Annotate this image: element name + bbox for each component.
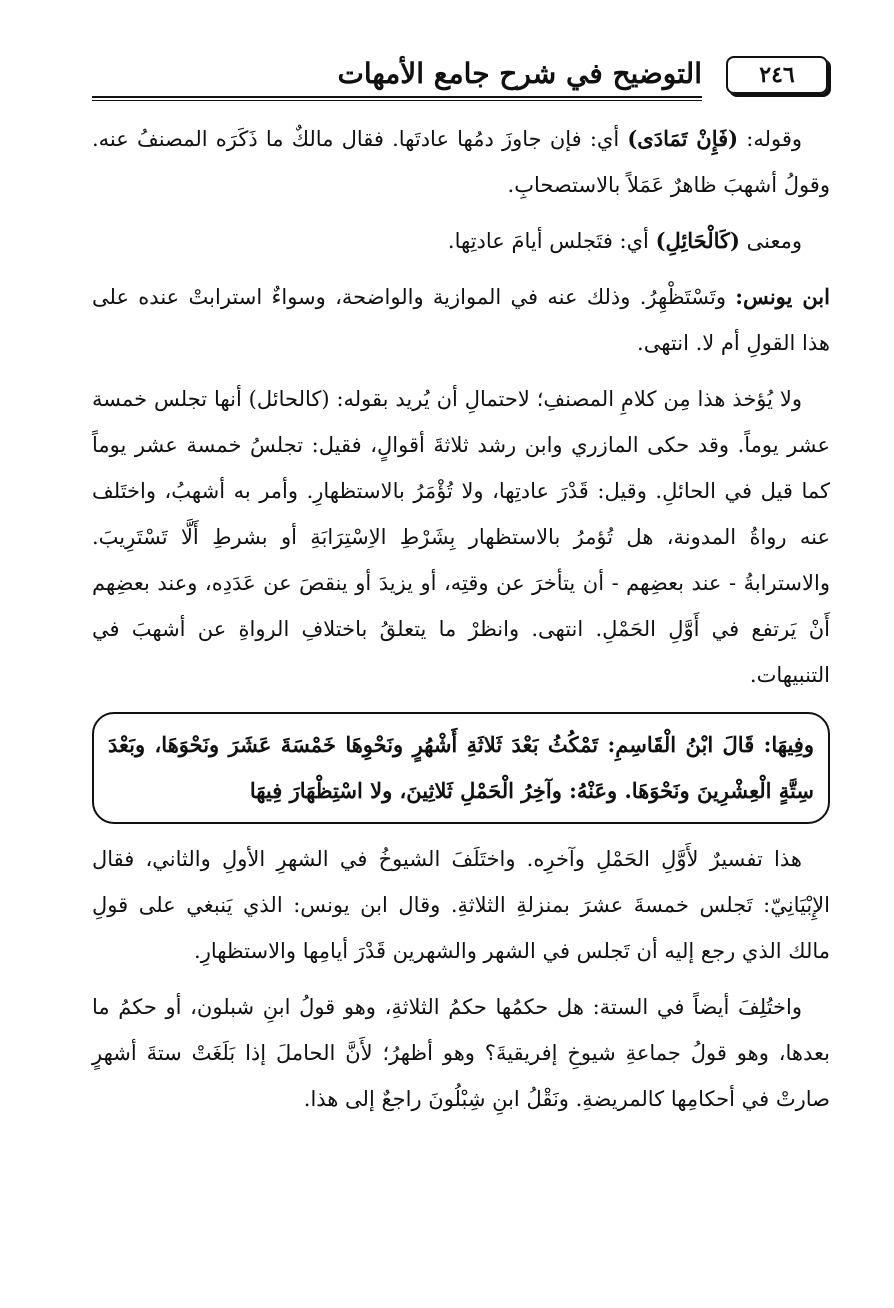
- book-title: التوضيح في شرح جامع الأمهات: [337, 57, 702, 90]
- page-number: ٢٤٦: [726, 56, 828, 94]
- speaker-label: ابن يونس:: [735, 284, 830, 309]
- paragraph-2-lead: ومعنى: [739, 229, 802, 253]
- paragraph-1: [92, 116, 830, 208]
- paragraph-5: هذا تفسيرٌ لأَوَّلِ الحَمْلِ وآخرِه. واختَلَفَ الشيوخُ في الشهرِ الأولِ والثاني، فقال الإِبْيَانِيّ: تَجلس خمسةَ عشرَ بمنزلةِ الثلاثةِ. وقال ابن يونس: الذي يَنبغي على قولِ مالك الذي رجع إليه أن تَجلس في الشهر والشهرين قَدْرَ أيامِها والاستظهارِ.: [92, 847, 830, 963]
- paragraph-2: [92, 218, 830, 264]
- paragraph-1-text: أي: فإن جاوزَ دمُها عادتَها. فقال مالكٌ ما ذَكَرَه المصنفُ عنه. وقولُ أشهبَ ظاهرٌ عَمَلاً بالاستصحابِ.: [92, 127, 830, 197]
- header-rule: [92, 96, 702, 98]
- page-header: [92, 52, 828, 104]
- quoted-phrase-1: (فَإِنْ تَمَادَى): [627, 126, 739, 151]
- matn-text: قَالَ ابْنُ الْقَاسِمِ: تَمْكُثُ بَعْدَ ثَلاثَةِ أَشْهُرٍ ونَحْوِهَا خَمْسَةَ عَشَرَ ونَحْوَهَا، وبَعْدَ سِتَّةٍ الْعِشْرِينَ ونَحْوَهَا. وعَنْهُ: وآخِرُ الْحَمْلِ ثَلاثِينَ، ولا اسْتِظْهَارَ فِيهَا: [108, 732, 814, 803]
- paragraph-2-text: أي: فتَجلس أيامَ عادتِها.: [447, 229, 656, 253]
- paragraph-3: [92, 274, 830, 366]
- paragraph-1-lead: وقوله:: [738, 127, 803, 151]
- paragraph-4: ولا يُؤخذ هذا مِن كلامِ المصنفِ؛ لاحتمالِ أن يُريد بقوله: (كالحائل) أنها تجلس خمسة عشر يوماً. وقد حكى المازري وابن رشد ثلاثةَ أقوالٍ، فقيل: تجلسُ خمسة عشر يوماً كما قيل في الحائلِ. وقيل: قَدْرَ عادتِها، ولا تُؤْمَرُ بالاستظهارِ. وأمر به أشهبُ، واختَلف عنه رواةُ المدونة، هل تُؤمرُ بالاستظهار بِشَرْطِ الاِسْتِرَابَةِ أو بشرطِ أَلَّا تَسْتَرِيبَ. والاسترابةُ - عند بعضِهم - أن يتأخرَ عن وقتِه، أو يزيدَ أو ينقصَ عن عَدَدِه، وعند بعضِهم أَنْ يَرتفع في أَوَّلِ الحَمْلِ. انتهى. وانظرْ ما يتعلقُ باختلافِ الرواةِ عن أشهبَ في التنبيهات.: [92, 387, 830, 687]
- matn-box: [92, 712, 830, 824]
- page-body: [92, 116, 830, 1132]
- paragraph-6: واختُلِفَ أيضاً في الستة: هل حكمُها حكمُ الثلاثةِ، وهو قولُ ابنِ شبلون، أو حكمُ ما بعدها، وهو قولُ جماعةِ شيوخِ إفريقيةَ؟ وهو أظهرُ؛ لأَنَّ الحاملَ إذا بَلَغَتْ ستةَ أشهرٍ صارتْ في أحكامِها كالمريضةِ. ونَقْلُ ابنِ شِبْلُونَ راجعٌ إلى هذا.: [92, 995, 830, 1111]
- quoted-phrase-2: (كَالْحَائِلِ): [655, 228, 740, 253]
- header-rule-thin: [92, 100, 702, 101]
- paragraph-3-text: وتَسْتَظْهِرُ. وذلك عنه في الموازية والواضحة، وسواءٌ استرابتْ عنده على هذا القولِ أم لا. انتهى.: [92, 285, 830, 355]
- matn-label: وفِيهَا:: [763, 732, 814, 757]
